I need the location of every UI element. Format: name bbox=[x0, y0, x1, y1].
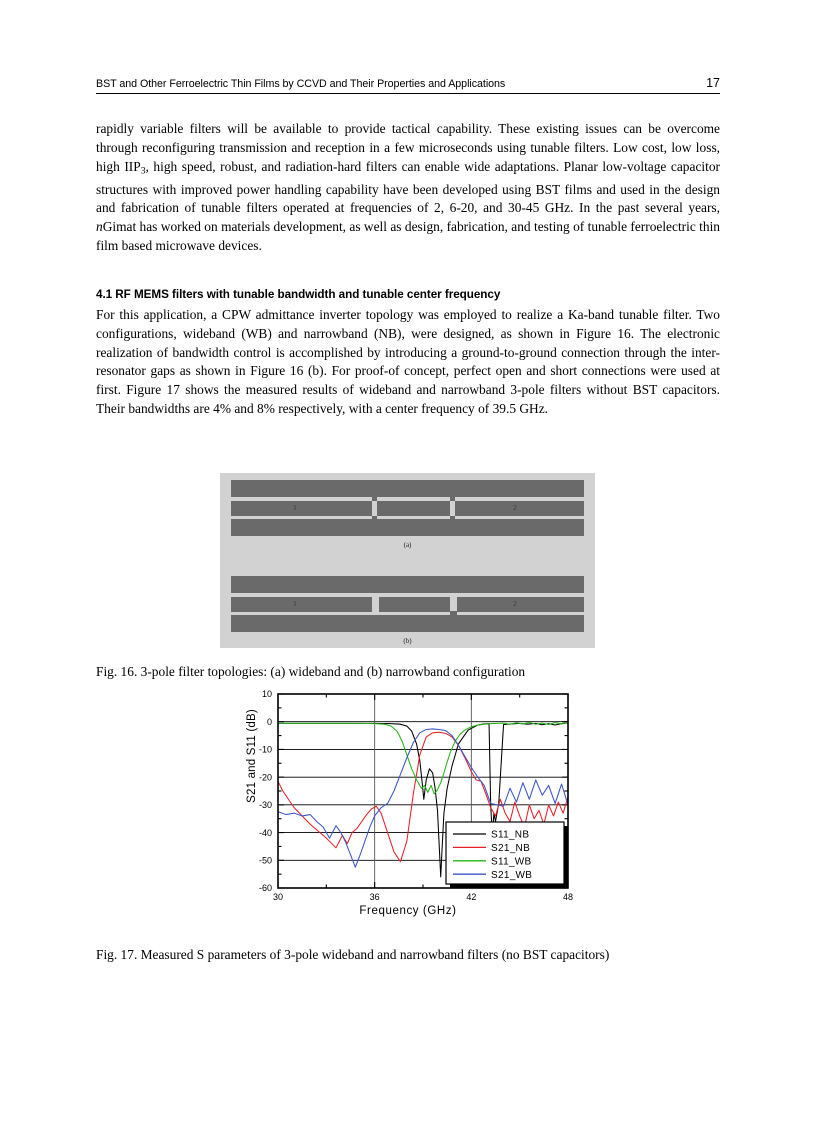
chart-ytick-label: -50 bbox=[258, 855, 272, 866]
port-label-input-b: 1 bbox=[293, 599, 297, 608]
port-label-input: 1 bbox=[293, 503, 297, 512]
chart-legend-label: S21_NB bbox=[491, 843, 531, 854]
body-paragraph-1 bbox=[96, 120, 720, 256]
resonator-segment-3-b bbox=[457, 597, 584, 612]
chart-legend-label: S21_WB bbox=[491, 869, 533, 881]
ground-plane-bottom bbox=[231, 519, 584, 536]
chart-x-axis-label: Frequency (GHz) bbox=[359, 905, 457, 917]
chart-ytick-label: -20 bbox=[258, 772, 272, 783]
cpw-layout-wideband bbox=[231, 480, 584, 536]
chart-ytick-label: 10 bbox=[261, 689, 272, 700]
chart-ytick-label: -10 bbox=[258, 744, 272, 755]
body-paragraph-2: For this application, a CPW admittance inverter topology was employed to realize a Ka-band tunable filter. Two configurations, wideband (WB) and narrowband (NB), were designed, as shown in Figure 16. The electronic realization of bandwidth control is accomplished by introducing a ground-to-ground connection through the inter-resonator gaps as shown in Figure 16 (b). For proof-of concept, perfect open and short connections were used at first. Figure 17 shows the measured results of wideband and narrowband 3-pole filters without BST capacitors. Their bandwidths are 4% and 8% respectively, with a center frequency of 39.5 GHz. bbox=[96, 307, 720, 416]
chart-ytick-label: -40 bbox=[258, 827, 272, 838]
chart-xtick-label: 48 bbox=[562, 892, 574, 902]
chart-y-axis-label: S21 and S11 (dB) bbox=[246, 709, 258, 803]
section-heading: 4.1 RF MEMS filters with tunable bandwidth and tunable center frequency bbox=[96, 288, 501, 301]
resonator-segment-2-b bbox=[379, 597, 450, 612]
resonator-segment-1-b bbox=[231, 597, 372, 612]
gap-bridge-top-1 bbox=[372, 497, 377, 501]
para1-text-b: , high speed, robust, and radiation-hard filters can enable wide adaptations. Planar low-voltage capacitor structures with improved power handling capability have been developed using BST films and used in the design and fabrication of tunable filters operated at frequencies of 2, 6-20, and 30-45 GHz. In the past several years, bbox=[96, 158, 720, 216]
figure-16-sublabel-b: (b) bbox=[403, 637, 412, 645]
figure-17-caption: Fig. 17. Measured S parameters of 3-pole wideband and narrowband filters (no BST capacitors) bbox=[96, 947, 610, 962]
chart-xtick-label: 42 bbox=[466, 892, 477, 902]
port-label-output: 2 bbox=[513, 503, 517, 512]
figure-16-image bbox=[220, 473, 595, 648]
cpw-layout-narrowband bbox=[231, 576, 584, 632]
chart-xtick-label: 30 bbox=[272, 892, 284, 902]
resonator-segment-3 bbox=[455, 501, 584, 516]
chart-legend-label: S11_WB bbox=[491, 856, 532, 868]
chart-xtick-label: 36 bbox=[369, 892, 380, 902]
figure-16-sublabel-a: (a) bbox=[403, 541, 412, 549]
page-header bbox=[96, 76, 720, 94]
center-conductor-row-b bbox=[231, 597, 584, 612]
page-number: 17 bbox=[706, 76, 720, 90]
para1-subscript: 3 bbox=[140, 164, 146, 176]
para1-text-c: Gimat has worked on materials development, as well as design, fabrication, and testing of tunable ferroelectric thin film based microwave devices. bbox=[96, 219, 720, 253]
chart-ytick-label: -60 bbox=[258, 883, 272, 894]
figure-17-chart bbox=[228, 688, 588, 933]
gap-bridge-bottom-1 bbox=[372, 516, 377, 519]
ground-plane-top bbox=[231, 480, 584, 497]
chart-ytick-label: 0 bbox=[266, 716, 272, 727]
gap-bridge-bottom-2 bbox=[450, 516, 455, 519]
para1-text-a: rapidly variable filters will be available to provide tactical capability. These existing issues can be overcome through reconfiguring transmission and reception in a few microseconds using tunable filters. Low cost, low loss, high IIP bbox=[96, 121, 720, 174]
figure-16-caption: Fig. 16. 3-pole filter topologies: (a) wideband and (b) narrowband configuration bbox=[96, 664, 526, 679]
ground-to-ground-connection bbox=[450, 611, 457, 615]
header-title: BST and Other Ferroelectric Thin Films by CCVD and Their Properties and Applications bbox=[96, 78, 506, 90]
center-conductor-row-a bbox=[231, 501, 584, 516]
chart-legend-label: S11_NB bbox=[491, 829, 530, 841]
para1-italic: n bbox=[96, 219, 103, 235]
resonator-segment-1 bbox=[231, 501, 372, 516]
resonator-segment-2 bbox=[377, 501, 450, 516]
gap-bridge-top-2 bbox=[450, 497, 455, 501]
ground-plane-top-b bbox=[231, 576, 584, 593]
chart-ytick-label: -30 bbox=[258, 800, 272, 811]
port-label-output-b: 2 bbox=[513, 599, 517, 608]
chart-plot-area bbox=[228, 688, 588, 903]
ground-plane-bottom-b bbox=[231, 615, 584, 632]
